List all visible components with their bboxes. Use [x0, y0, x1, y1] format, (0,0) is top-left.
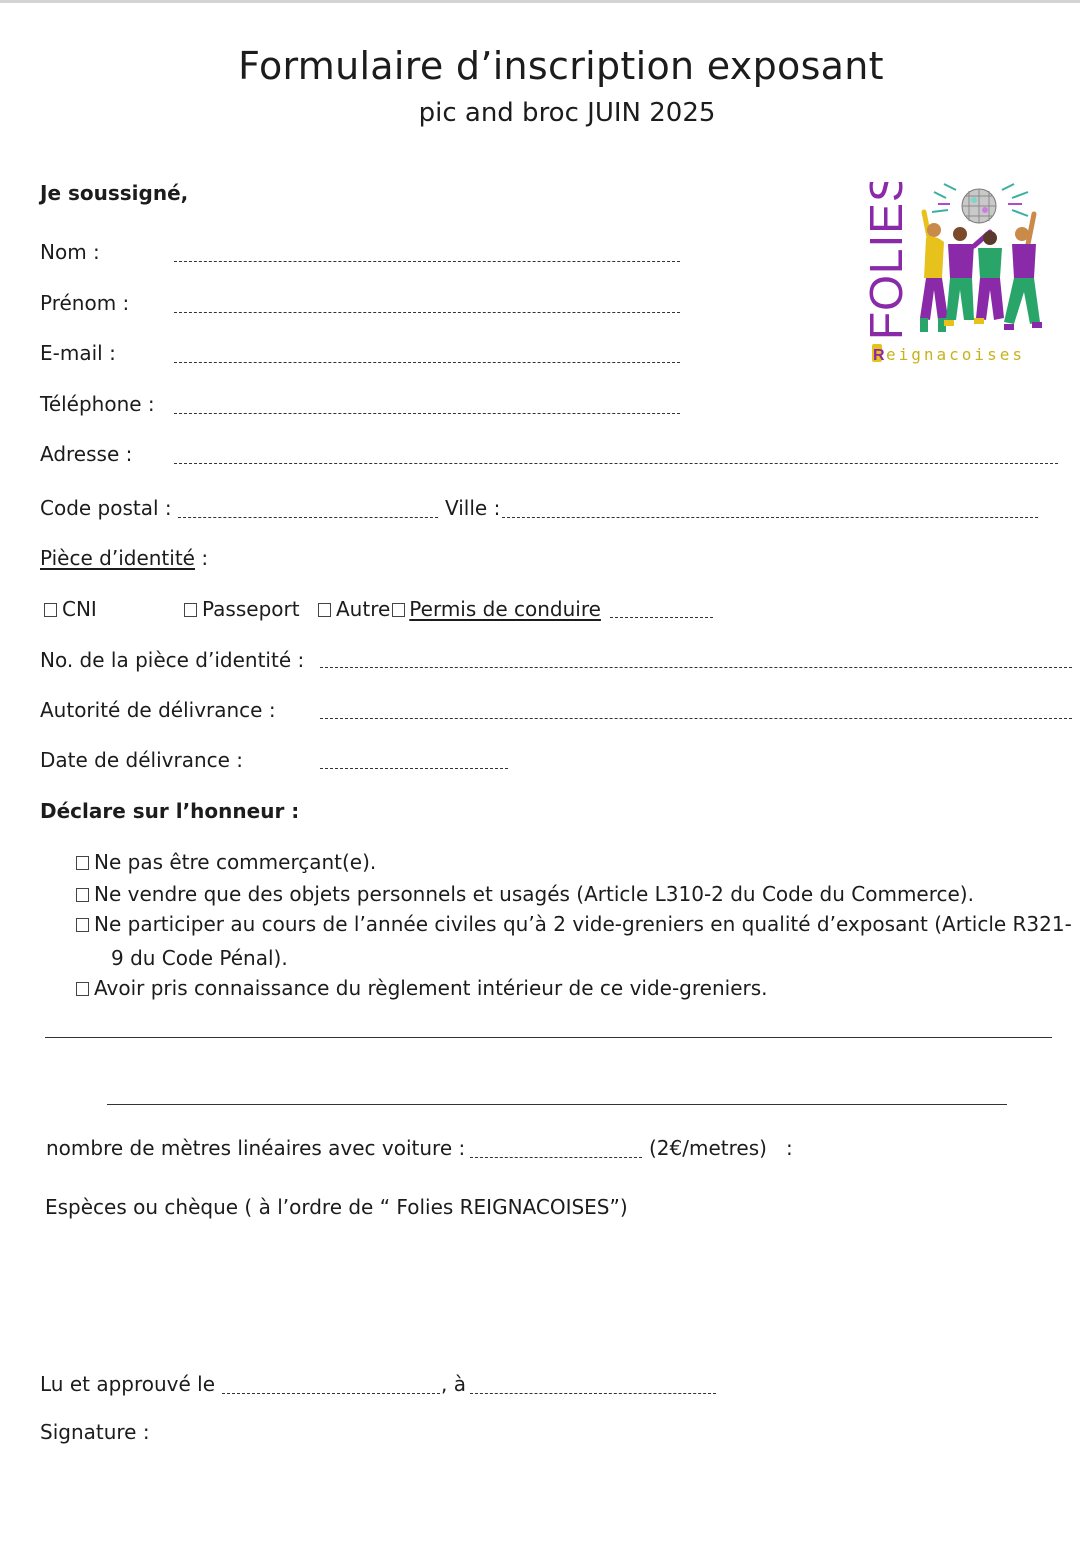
metres-field[interactable] — [470, 1157, 642, 1158]
price-text: (2€/metres) : — [649, 1136, 793, 1160]
prenom-label: Prénom : — [40, 291, 130, 315]
declaration-text-2: Ne vendre que des objets personnels et usagés (Article L310-2 du Code du Commerce). — [94, 882, 974, 906]
logo-word-main: FOLIES — [862, 182, 912, 340]
declaration-item-3[interactable] — [76, 914, 1072, 934]
form-title: Formulaire d’inscription exposant — [238, 44, 884, 88]
declaration-text-3-cont: 9 du Code Pénal). — [111, 946, 288, 970]
declaration-checkbox-2[interactable] — [76, 888, 89, 902]
option-passeport[interactable] — [184, 599, 300, 619]
cni-label: CNI — [62, 597, 97, 621]
declaration-item-2[interactable] — [76, 884, 974, 904]
date-delivrance-label: Date de délivrance : — [40, 748, 244, 772]
numero-piece-field[interactable] — [320, 667, 1072, 668]
page-top-border — [0, 0, 1080, 3]
declaration-text-1: Ne pas être commerçant(e). — [94, 850, 377, 874]
autre-value-checkbox[interactable] — [392, 603, 405, 617]
dancer-figure-1 — [920, 212, 948, 332]
ville-label: Ville : — [445, 496, 501, 520]
logo-illustration — [862, 182, 1062, 372]
form-subtitle: pic and broc JUIN 2025 — [418, 98, 716, 128]
folies-reignacoises-logo — [862, 182, 1062, 372]
signature-label: Signature : — [40, 1420, 150, 1444]
payment-mode-text: Espèces ou chèque ( à l’ordre de “ Folies REIGNACOISES”) — [45, 1195, 628, 1219]
intro-text: Je soussigné, — [40, 181, 189, 205]
piece-identite-label: Pièce d’identité — [40, 546, 195, 570]
code-postal-field[interactable] — [178, 517, 438, 518]
autre-extra-field[interactable] — [610, 617, 713, 618]
autorite-field[interactable] — [320, 718, 1072, 719]
ville-field[interactable] — [502, 517, 1038, 518]
option-cni[interactable] — [44, 599, 97, 619]
logo-word-sub: eignacoises — [886, 345, 1025, 364]
declaration-item-4[interactable] — [76, 978, 768, 998]
separator-line-1 — [45, 1037, 1052, 1038]
lieu-field[interactable] — [470, 1393, 716, 1394]
lu-approuve-label: Lu et approuvé le — [40, 1372, 216, 1396]
autorite-label: Autorité de délivrance : — [40, 698, 276, 722]
autre-label: Autre — [336, 597, 391, 621]
separator-line-2 — [107, 1104, 1007, 1105]
adresse-field[interactable] — [174, 463, 1058, 464]
nom-field[interactable] — [174, 261, 680, 262]
declaration-text-3: Ne participer au cours de l’année civiles qu’à 2 vide-greniers en qualité d’exposant (Article R321- — [94, 912, 1072, 936]
declaration-text-4: Avoir pris connaissance du règlement intérieur de ce vide-greniers. — [94, 976, 768, 1000]
email-label: E-mail : — [40, 341, 116, 365]
autre-checkbox[interactable] — [318, 603, 331, 617]
declaration-heading: Déclare sur l’honneur : — [40, 799, 300, 823]
declaration-checkbox-1[interactable] — [76, 856, 89, 870]
declaration-item-1[interactable] — [76, 852, 376, 872]
piece-identite-colon: : — [194, 546, 209, 570]
disco-ball-icon — [932, 184, 1028, 223]
passeport-label: Passeport — [202, 597, 300, 621]
telephone-label: Téléphone : — [40, 392, 155, 416]
telephone-field[interactable] — [174, 413, 680, 414]
cni-checkbox[interactable] — [44, 603, 57, 617]
passeport-checkbox[interactable] — [184, 603, 197, 617]
option-autre[interactable] — [318, 599, 601, 619]
numero-piece-label: No. de la pièce d’identité : — [40, 648, 305, 672]
metres-label: nombre de mètres linéaires avec voiture : — [46, 1136, 466, 1160]
nom-label: Nom : — [40, 240, 100, 264]
declaration-checkbox-3[interactable] — [76, 918, 89, 932]
lieu-label: , à — [441, 1372, 466, 1396]
autre-value: Permis de conduire — [409, 597, 601, 621]
piece-identite-heading — [40, 548, 208, 568]
declaration-checkbox-4[interactable] — [76, 982, 89, 996]
date-approbation-field[interactable] — [222, 1393, 440, 1394]
code-postal-label: Code postal : — [40, 496, 172, 520]
email-field[interactable] — [174, 362, 680, 363]
dancer-figure-4 — [1004, 214, 1042, 330]
logo-initial-r-icon — [872, 344, 885, 364]
date-delivrance-field[interactable] — [320, 768, 508, 769]
prenom-field[interactable] — [174, 312, 680, 313]
adresse-label: Adresse : — [40, 442, 133, 466]
logo-initial: R — [873, 347, 885, 364]
